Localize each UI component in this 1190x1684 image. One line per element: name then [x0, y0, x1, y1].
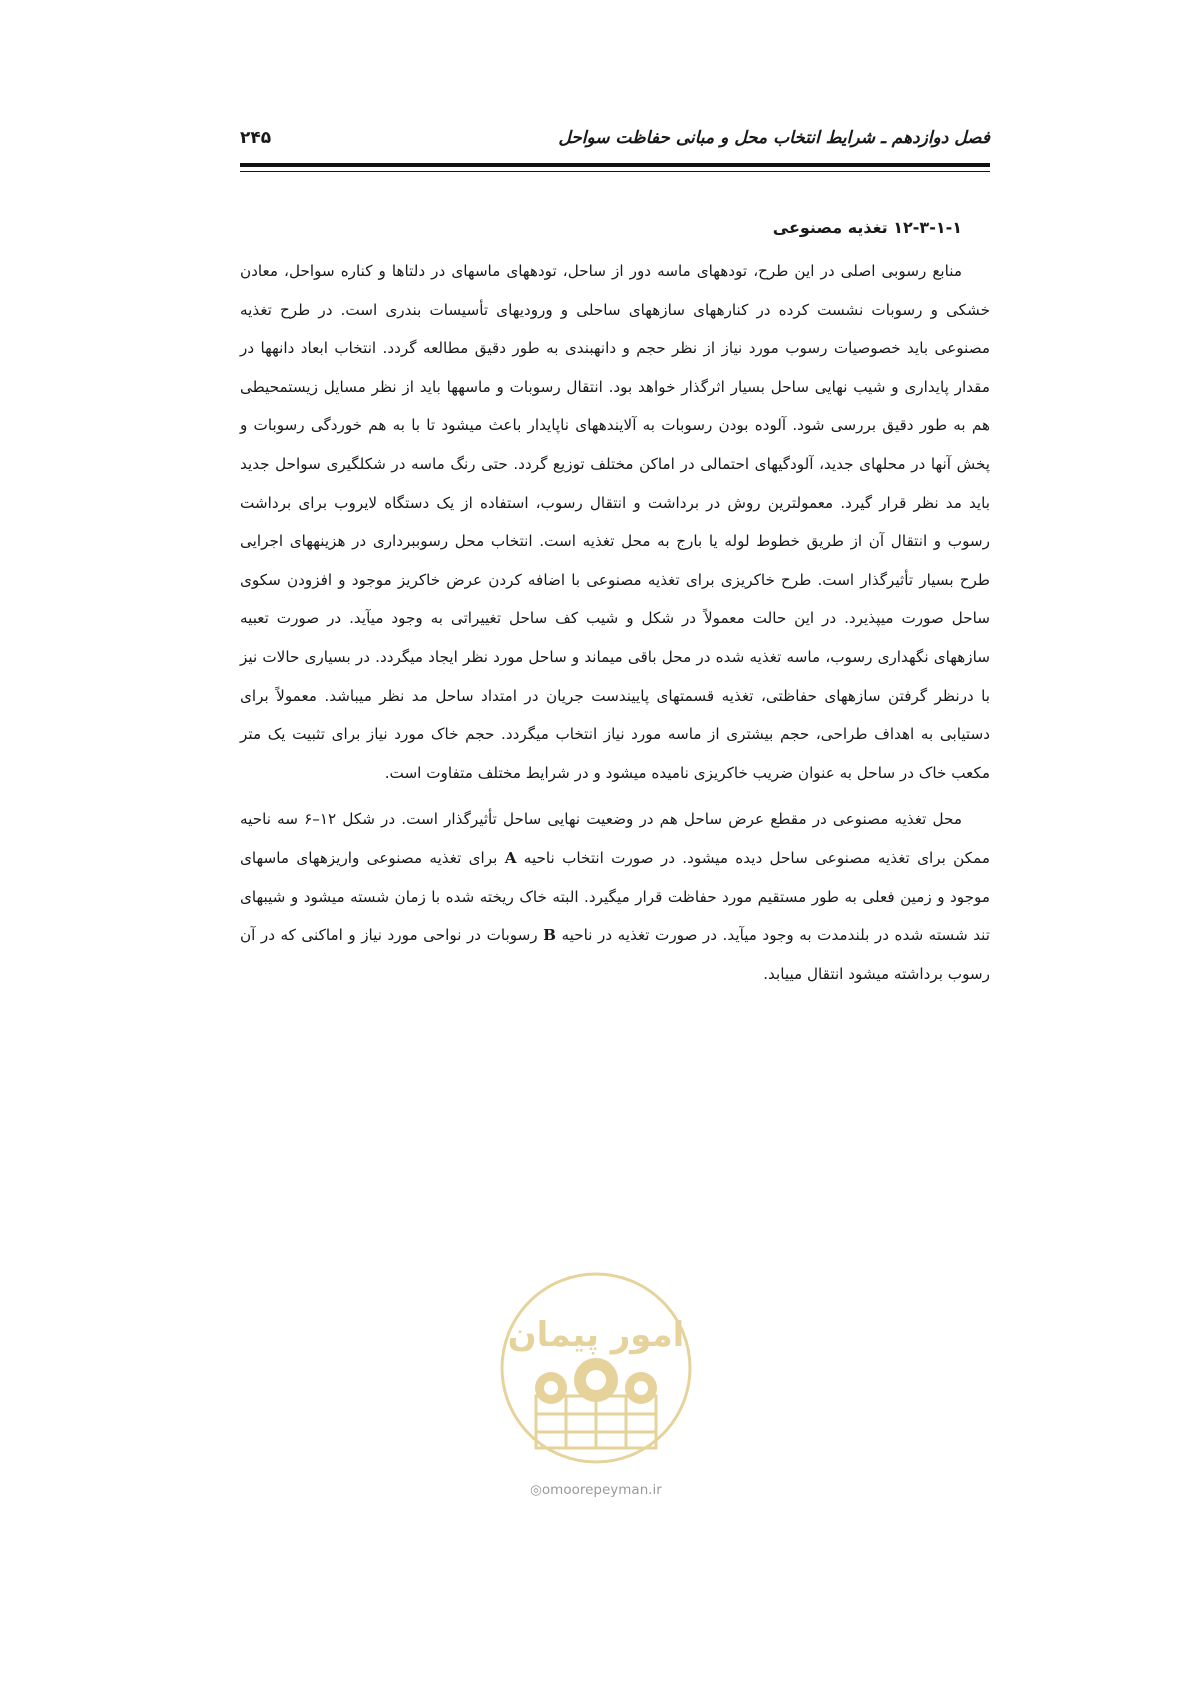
running-header	[240, 128, 990, 158]
body-content	[240, 214, 990, 1001]
watermark-url	[496, 1482, 696, 1498]
zone-b-label: B	[543, 926, 556, 945]
paragraph-1: منابع رسوبی اصلی در این طرح، تودههای ماسه دور از ساحل، تودههای ماسهای در دلتاها و کناره سواحل، معادن خشکی و رسوبات نشست کرده در کنارههای سازههای ساحلی و ورودیهای تأسیسات بندری است. در طرح تغذیه مصنوعی باید خصوصیات رسوب مورد نیاز از نظر حجم و دانهبندی به طور دقیق مطالعه گردد. انتخاب ابعاد دانهها در مقدار پایداری و شیب نهایی ساحل بسیار اثرگذار خواهد بود. انتقال رسوبات و ماسهها باید از نظر مسایل زیستمحیطی هم به طور دقیق بررسی شود. آلوده بودن رسوبات به آلایندههای ناپایدار باعث میشود تا با به هم خوردگی رسوبات و پخش آنها در محلهای جدید، آلودگیهای احتمالی در اماکن مختلف توزیع گردد. حتی رنگ ماسه در شکلگیری سواحل جدید باید مد نظر قرار گیرد. معمولترین روش در برداشت و انتقال رسوب، استفاده از یک دستگاه لایروب برای برداشت رسوب و انتقال آن از طریق خطوط لوله یا بارج به محل تغذیه است. انتخاب محل رسوببرداری در هزینههای اجرایی طرح بسیار تأثیرگذار است. طرح خاکریزی برای تغذیه مصنوعی با اضافه کردن عرض خاکریز موجود و افزودن سکوی ساحل صورت میپذیرد. در این حالت معمولاً در شکل و شیب کف ساحل تغییراتی به وجود میآید. در صورت تعبیه سازههای نگهداری رسوب، ماسه تغذیه شده در محل باقی میماند و ساحل مورد نظر ایجاد میگردد. در بسیاری حالات نیز با درنظر گرفتن سازههای حفاظتی، تغذیه قسمتهای پاییندست جریان در امتداد ساحل مد نظر میباشد. معمولاً برای دستیابی به اهداف طراحی، حجم بیشتری از ماسه مورد نیاز انتخاب میگردد. حجم خاک مورد نیاز برای تثبیت یک متر مکعب خاک در ساحل به عنوان ضریب خاکریزی نامیده میشود و در شرایط مختلف متفاوت است.	[240, 262, 990, 782]
paragraph-2-part-2: برای تغذیه مصنوعی واریزههای ماسهای موجود و زمین فعلی به طور مستقیم مورد حفاظت قرار میگیرد. البته خاک ریخته شده با زمان شسته میشود و شیبهای تند شسته شده در بلندمدت به وجود میآید. در صورت تغذیه در ناحیه	[240, 848, 990, 945]
page-number: ۲۴۵	[240, 128, 272, 148]
watermark-logo-text: امور پیمان	[507, 1315, 685, 1355]
paragraph-2	[240, 800, 990, 993]
at-icon: ◎	[530, 1482, 542, 1498]
chapter-title: فصل دوازدهم ـ شرایط انتخاب محل و مبانی حفاظت سواحل	[558, 128, 990, 148]
paragraph-2-part-1: محل تغذیه مصنوعی در مقطع عرض ساحل هم در وضعیت نهایی ساحل تأثیرگذار است. در شکل ۱۲–۶ سه ناحیه ممکن برای تغذیه مصنوعی ساحل دیده میشود. در صورت انتخاب ناحیه	[240, 810, 990, 867]
watermark-url-text: omoorepeyman.ir	[541, 1482, 662, 1498]
section-heading: ۱۲-۳-۱-۱ تغذیه مصنوعی	[772, 218, 962, 237]
header-rule-thin	[240, 171, 990, 172]
watermark-logo	[496, 1268, 696, 1468]
paragraph-2-part-3: رسوبات در نواحی مورد نیاز و اماکنی که در آن رسوب برداشته میشود انتقال مییابد.	[240, 926, 990, 983]
zone-a-label: A	[504, 848, 517, 867]
header-rule-thick	[240, 163, 990, 167]
